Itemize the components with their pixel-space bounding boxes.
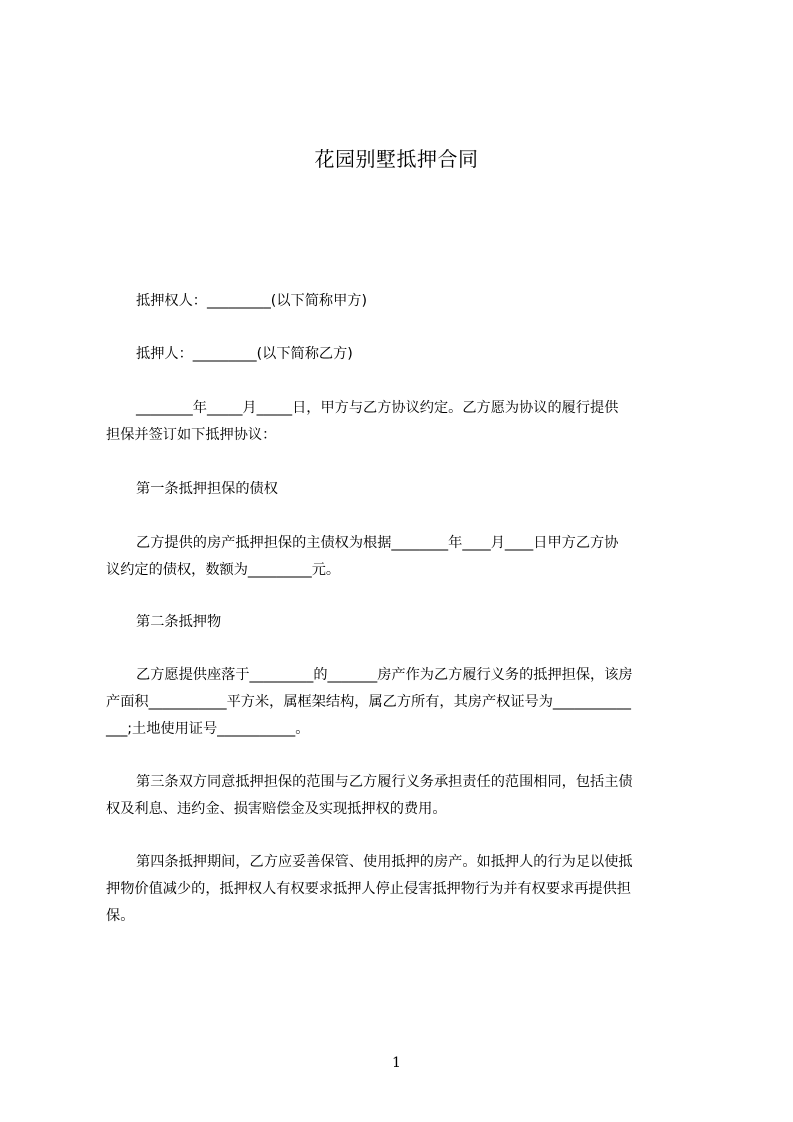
clause-line: 抵押权人：_________(以下简称甲方) [136,293,367,309]
page-number: 1 [392,1055,401,1071]
clause-line: ________年_____月_____日，甲方与乙方协议约定。乙方愿为协议的履行提供 [136,400,619,416]
section-heading: 第二条抵押物 [136,614,222,630]
clause-line: ___;土地使用证号___________。 [106,721,310,737]
clause-line: 产面积___________平方米，属框架结构，属乙方所有，其房产权证号为___________ [106,694,631,710]
clause-line: 第三条双方同意抵押担保的范围与乙方履行义务承担责任的范围相同，包括主债 [136,774,633,790]
clause-line: 议约定的债权，数额为_________元。 [106,562,341,578]
clause-line: 乙方愿提供座落于_________的_______房产作为乙方履行义务的抵押担保，该房 [136,667,633,683]
clause-line: 押物价值减少的，抵押权人有权要求抵押人停止侵害抵押物行为并有权要求再提供担 [106,881,631,897]
document-title: 花园别墅抵押合同 [314,147,479,171]
clause-line: 保。 [106,908,135,924]
clause-line: 权及利息、违约金、损害赔偿金及实现抵押权的费用。 [106,801,447,817]
clause-line: 乙方提供的房产抵押担保的主债权为根据________年____月____日甲方乙方协 [136,535,619,551]
section-heading: 第一条抵押担保的债权 [136,481,278,497]
clause-line: 抵押人：_________(以下简称乙方) [136,346,353,362]
clause-line: 第四条抵押期间，乙方应妥善保管、使用抵押的房产。如抵押人的行为足以使抵 [136,854,633,870]
clause-line: 担保并签订如下抵押协议： [106,427,277,443]
